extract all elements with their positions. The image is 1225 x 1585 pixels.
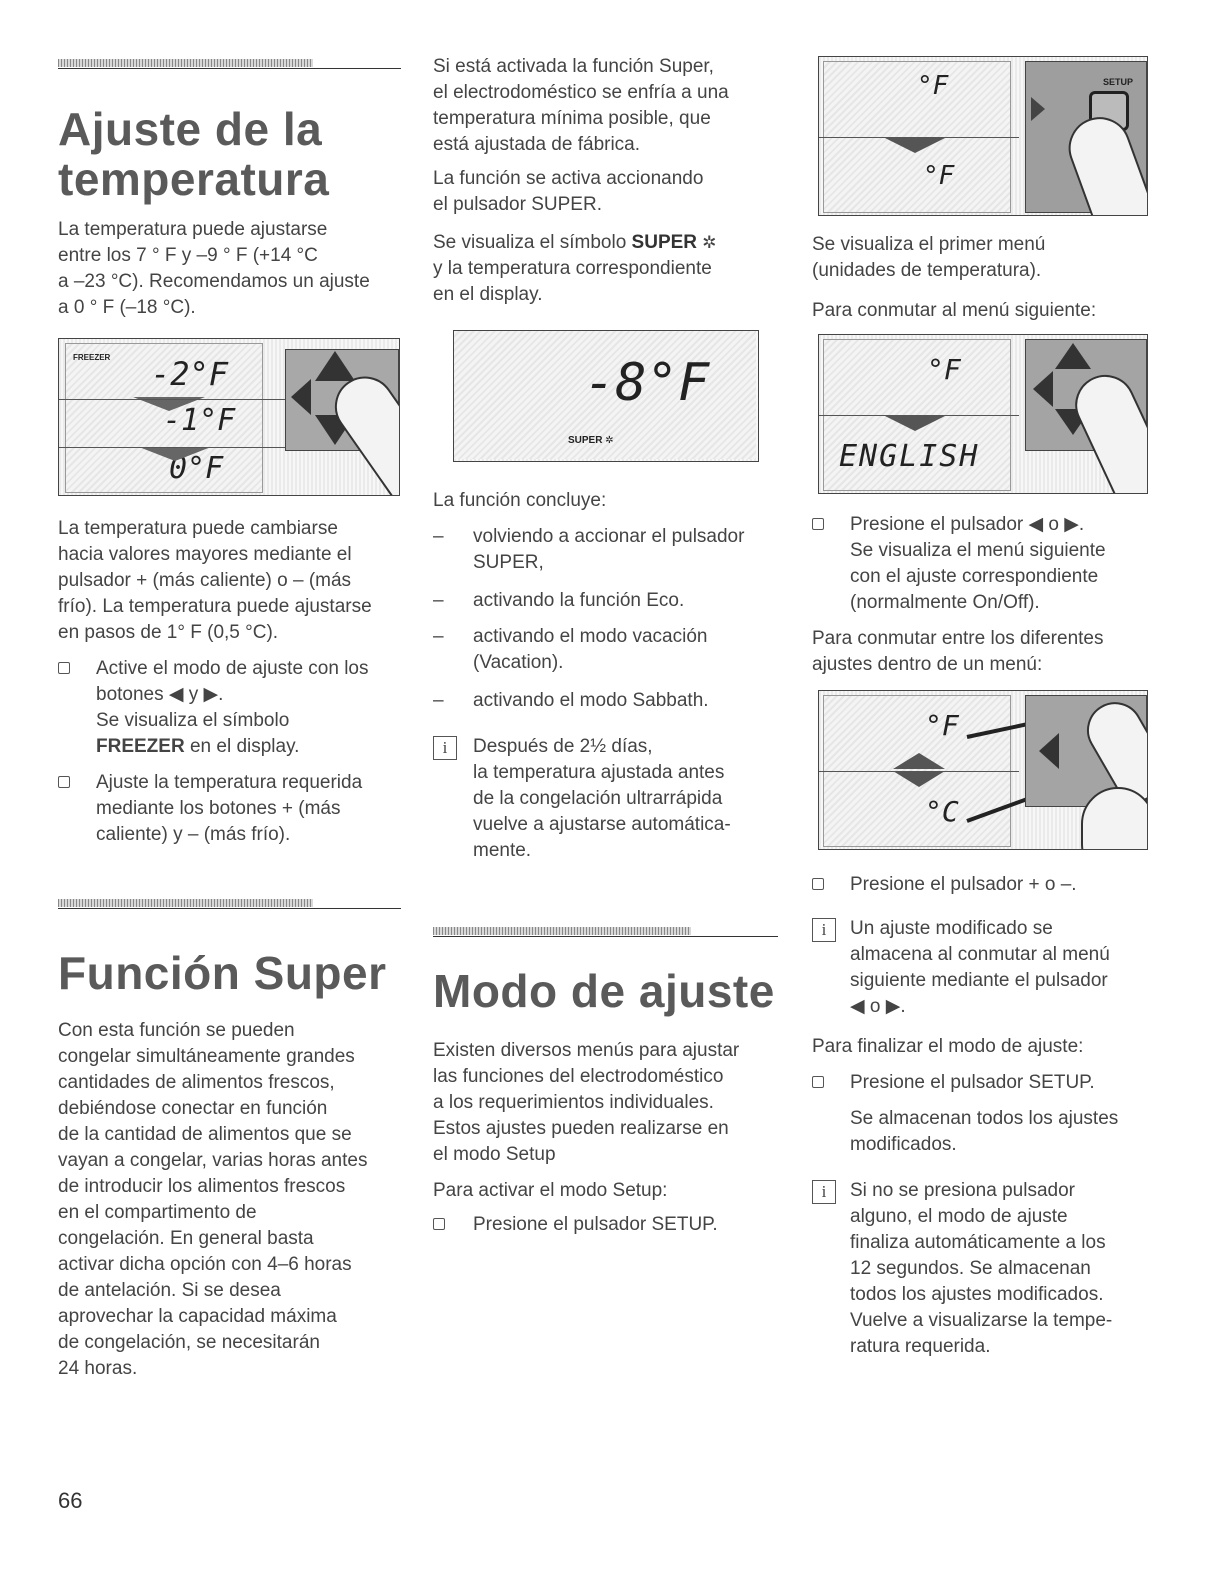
list-item (433, 524, 778, 576)
text-line: botones ◀ y ▶. (96, 684, 224, 705)
text-line: Presione el pulsador + o –. (850, 874, 1077, 895)
switch-settings-paragraph (812, 626, 1157, 678)
text-line: Presione el pulsador SETUP. (473, 1214, 718, 1235)
section-rule-modo (433, 936, 778, 937)
temperature-readout: °F (923, 161, 955, 191)
temperature-readout: 0°F (169, 451, 224, 486)
super-symbol-paragraph (433, 230, 778, 308)
text-line: 24 horas. (58, 1358, 138, 1379)
checkbox-bullet-icon (812, 518, 824, 530)
info-icon: i (433, 736, 457, 760)
freezer-label: FREEZER (73, 353, 111, 362)
checkbox-bullet-icon (58, 662, 70, 674)
text-line: a 0 ° F (–18 °C). (58, 297, 196, 318)
menu-english-illustration (818, 334, 1148, 494)
text-line: todos los ajustes modificados. (850, 1284, 1104, 1305)
left-arrow-button-icon (291, 379, 311, 415)
temperature-readout: -1°F (163, 403, 236, 438)
text-line: Vuelve a visualizarse la tempe- (850, 1310, 1113, 1331)
text-line: Después de 2½ días, (473, 736, 653, 757)
heading-ajuste-temperatura (58, 104, 329, 204)
text-line: modificados. (850, 1134, 957, 1155)
plus-button-icon (315, 351, 355, 381)
temperature-readout: °F (927, 353, 961, 386)
text-line: Ajuste la temperatura requerida (96, 772, 363, 793)
text-line: La función se activa accionando (433, 168, 704, 189)
menu-readout: ENGLISH (839, 439, 980, 474)
double-arrow-icon (893, 771, 945, 787)
info-icon: i (812, 1180, 836, 1204)
dash-bullet: – (433, 626, 444, 647)
text-line: Estos ajustes pueden realizarse en (433, 1118, 729, 1139)
first-menu-paragraph (812, 232, 1157, 284)
list-item (58, 656, 403, 760)
text-line: en el display. (184, 736, 300, 757)
text-line: Se visualiza el menú siguiente (850, 540, 1106, 561)
super-label (568, 435, 614, 446)
list-item (812, 872, 1157, 898)
text-line: Se visualiza el símbolo (96, 710, 290, 731)
info-icon: i (812, 918, 836, 942)
text-line: activando el modo vacación (473, 626, 708, 647)
checkbox-bullet-icon (812, 1076, 824, 1088)
text-line: Si no se presiona pulsador (850, 1180, 1075, 1201)
text-line: La temperatura puede ajustarse (58, 219, 328, 240)
text-line: de la cantidad de alimentos que se (58, 1124, 352, 1145)
text-line: La temperatura puede cambiarse (58, 518, 338, 539)
text-line: cantidades de alimentos frescos, (58, 1072, 335, 1093)
text-line: ajustes dentro de un menú: (812, 654, 1043, 675)
text-line: vayan a congelar, varias horas antes (58, 1150, 368, 1171)
text-line: de congelación, se necesitarán (58, 1332, 320, 1353)
text-line: vuelve a ajustarse automática- (473, 814, 731, 835)
text-line: volviendo a accionar el pulsador (473, 526, 745, 547)
plus-button-icon (1055, 343, 1091, 369)
checkbox-bullet-icon (433, 1218, 445, 1230)
text-line: Si está activada la función Super, (433, 56, 714, 77)
text-line: (Vacation). (473, 652, 564, 673)
left-arrow-button-icon (1039, 733, 1059, 769)
text-line: hacia valores mayores mediante el (58, 544, 352, 565)
text-line: Con esta función se pueden (58, 1020, 295, 1041)
super-display-illustration (453, 330, 759, 462)
freezer-display-illustration (58, 338, 400, 496)
snowflake-icon: ✲ (702, 233, 717, 252)
text-line: frío). La temperatura puede ajustarse (58, 596, 372, 617)
text-line: de la congelación ultrarrápida (473, 788, 723, 809)
text-line: las funciones del electrodoméstico (433, 1066, 724, 1087)
saved-settings-paragraph (850, 1106, 1160, 1158)
section-rule-super (58, 908, 401, 909)
heading-line: Ajuste de la (58, 103, 323, 155)
text-line: el modo Setup (433, 1144, 556, 1165)
text-line: temperatura mínima posible, que (433, 108, 711, 129)
text-line: alguno, el modo de ajuste (850, 1206, 1068, 1227)
dash-bullet: – (433, 690, 444, 711)
dash-bullet: – (433, 590, 444, 611)
snowflake-icon: ✲ (602, 435, 614, 446)
text-line: congelación. En general basta (58, 1228, 314, 1249)
text-line: Para conmutar entre los diferentes (812, 628, 1104, 649)
text-line: el pulsador SUPER. (433, 194, 602, 215)
text-line: a –23 °C). Recomendamos un ajuste (58, 271, 370, 292)
text-line: siguiente mediante el pulsador (850, 970, 1108, 991)
modo-body-paragraph (433, 1038, 778, 1168)
list-item (433, 1212, 778, 1238)
text-line: mediante los botones + (más (96, 798, 341, 819)
arrow-down-icon (139, 447, 211, 461)
text-line: Se visualiza el primer menú (812, 234, 1046, 255)
text-line: Se almacenan todos los ajustes (850, 1108, 1119, 1129)
text-line: Presione el pulsador ◀ o ▶. (850, 514, 1085, 535)
text-line: (unidades de temperatura). (812, 260, 1042, 281)
text-line: Existen diversos menús para ajustar (433, 1040, 740, 1061)
activate-setup-text: Para activar el modo Setup: (433, 1180, 668, 1201)
text-line: y la temperatura correspondiente (433, 258, 712, 279)
info-note (433, 734, 778, 864)
list-item (433, 588, 778, 614)
temperature-readout: °F (917, 71, 949, 101)
text-line: 12 segundos. Se almacenan (850, 1258, 1091, 1279)
heading-modo-ajuste: Modo de ajuste (433, 965, 775, 1017)
text-line: SUPER, (473, 552, 544, 573)
text-line: caliente) y – (más frío). (96, 824, 291, 845)
super-label-text: SUPER (568, 435, 603, 446)
super-symbol: SUPER (631, 232, 698, 253)
checkbox-bullet-icon (812, 878, 824, 890)
text-line: almacena al conmutar al menú (850, 944, 1110, 965)
text-line: de introducir los alimentos frescos (58, 1176, 346, 1197)
text-line: activando el modo Sabbath. (473, 690, 709, 711)
text-line: pulsador + (más caliente) o – (más (58, 570, 352, 591)
text-line: debiéndose conectar en función (58, 1098, 328, 1119)
double-arrow-icon (893, 753, 945, 769)
text-line: aprovechar la capacidad máxima (58, 1306, 337, 1327)
ends-intro: La función concluye: (433, 490, 607, 511)
arrow-down-icon (883, 415, 947, 431)
next-menu-text: Para conmutar al menú siguiente: (812, 300, 1097, 321)
text-line: a los requerimientos individuales. (433, 1092, 714, 1113)
right-arrow-icon (1031, 97, 1045, 121)
text-line: de antelación. Si se desea (58, 1280, 281, 1301)
info-note (812, 1178, 1157, 1360)
text-line: activar dicha opción con 4–6 horas (58, 1254, 352, 1275)
text-line: Presione el pulsador SETUP. (850, 1072, 1095, 1093)
body-paragraph (58, 516, 403, 646)
list-item (433, 624, 778, 676)
heading-funcion-super: Función Super (58, 947, 387, 999)
text-line: mente. (473, 840, 532, 861)
left-arrow-button-icon (1033, 371, 1053, 407)
intro-paragraph (58, 217, 403, 321)
temperature-readout: -2°F (151, 355, 229, 393)
text-line: ◀ o ▶. (850, 996, 906, 1017)
text-line: finaliza automáticamente a los (850, 1232, 1106, 1253)
super-description-paragraph (433, 54, 778, 158)
list-item (433, 688, 778, 714)
end-setup-text: Para finalizar el modo de ajuste: (812, 1036, 1084, 1057)
text-line: (normalmente On/Off). (850, 592, 1040, 613)
list-item (58, 770, 403, 848)
temperature-readout: °C (925, 795, 959, 828)
super-activate-paragraph (433, 166, 778, 218)
heading-line: temperatura (58, 153, 330, 205)
text-line: en el display. (433, 284, 543, 305)
text-line: Active el modo de ajuste con los (96, 658, 369, 679)
text-line: el electrodoméstico se enfría a una (433, 82, 729, 103)
text-line: Un ajuste modificado se (850, 918, 1053, 939)
text-line: activando la función Eco. (473, 590, 685, 611)
text-line: en pasos de 1° F (0,5 °C). (58, 622, 279, 643)
text-line: la temperatura ajustada antes (473, 762, 725, 783)
setup-display-illustration (818, 56, 1148, 216)
page-number: 66 (58, 1488, 83, 1513)
text-line: Se visualiza el símbolo (433, 232, 632, 253)
temperature-readout: °F (925, 709, 959, 742)
dash-bullet: – (433, 526, 444, 547)
arrow-down-icon (883, 137, 947, 153)
text-line: con el ajuste correspondiente (850, 566, 1099, 587)
list-item (812, 1070, 1157, 1096)
section-rule-ajuste (58, 68, 401, 69)
super-body-paragraph (58, 1018, 403, 1382)
text-line: está ajustada de fábrica. (433, 134, 641, 155)
info-note (812, 916, 1157, 1020)
units-illustration (818, 690, 1148, 850)
text-line: congelar simultáneamente grandes (58, 1046, 355, 1067)
temperature-readout: -8°F (584, 353, 710, 413)
text-line: ratura requerida. (850, 1336, 991, 1357)
freezer-symbol: FREEZER (96, 736, 185, 757)
checkbox-bullet-icon (58, 776, 70, 788)
list-item (812, 512, 1157, 616)
setup-label: SETUP (1103, 77, 1134, 87)
text-line: en el compartimento de (58, 1202, 257, 1223)
text-line: entre los 7 ° F y –9 ° F (+14 °C (58, 245, 318, 266)
